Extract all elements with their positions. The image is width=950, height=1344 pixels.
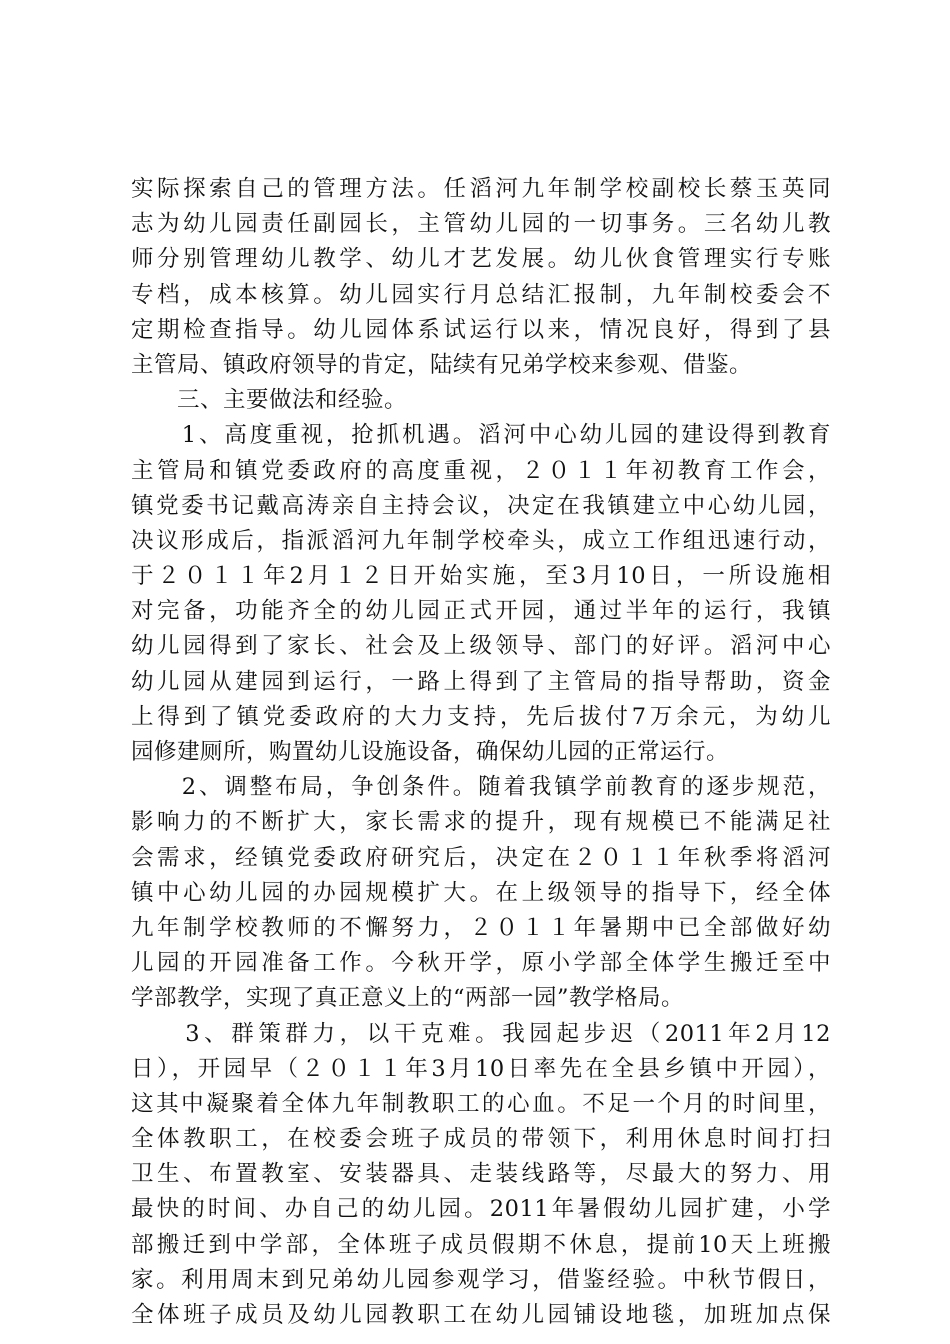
- text-line: 志为幼儿园责任副园长，主管幼儿园的一切事务。三名幼儿教: [131, 211, 831, 238]
- text-line: 影响力的不断扩大，家长需求的提升，现有规模已不能满足社: [131, 809, 831, 836]
- text-line: 最快的时间、办自己的幼儿园。2011年暑假幼儿园扩建，小学: [131, 1196, 831, 1223]
- text-line: 主管局和镇党委政府的高度重视，２０１１年初教育工作会，: [131, 457, 831, 484]
- text-line: 园修建厕所，购置幼儿设施设备，确保幼儿园的正常运行。: [131, 739, 730, 765]
- text-line: 师分别管理幼儿教学、幼儿才艺发展。幼儿伙食管理实行专账: [131, 246, 831, 273]
- text-line: 会需求，经镇党委政府研究后，决定在２０１１年秋季将滔河: [131, 844, 831, 871]
- text-line: 家。利用周末到兄弟幼儿园参观学习，借鉴经验。中秋节假日，: [131, 1266, 831, 1293]
- text-line: 于２０１１年2月１２日开始实施，至3月10日，一所设施相: [131, 563, 831, 590]
- text-line: 这其中凝聚着全体九年制教职工的心血。不足一个月的时间里，: [131, 1090, 831, 1117]
- text-line: 2、调整布局，争创条件。随着我镇学前教育的逐步规范，: [131, 774, 831, 801]
- section-heading: 三、主要做法和经验。: [131, 387, 408, 414]
- text-line: 主管局、镇政府领导的肯定，陆续有兄弟学校来参观、借鉴。: [131, 351, 753, 378]
- text-line: 学部教学，实现了真正意义上的“两部一园”教学格局。: [131, 985, 685, 1012]
- text-line: 卫生、布置教室、安装器具、走装线路等，尽最大的努力、用: [131, 1161, 831, 1188]
- text-line: 镇党委书记戴高涛亲自主持会议，决定在我镇建立中心幼儿园，: [131, 492, 831, 519]
- text-line: 1、高度重视，抢抓机遇。滔河中心幼儿园的建设得到教育: [131, 422, 831, 449]
- text-line: 日），开园早（２０１１年3月10日率先在全县乡镇中开园），: [131, 1055, 831, 1082]
- text-line: 部搬迁到中学部，全体班子成员假期不休息，提前10天上班搬: [131, 1231, 831, 1258]
- text-line: 定期检查指导。幼儿园体系试运行以来，情况良好，得到了县: [131, 316, 831, 343]
- text-line: 幼儿园从建园到运行，一路上得到了主管局的指导帮助，资金: [131, 668, 831, 695]
- text-line: 全体班子成员及幼儿园教职工在幼儿园铺设地毯，加班加点保: [131, 1302, 831, 1328]
- text-line: 全体教职工，在校委会班子成员的带领下，利用休息时间打扫: [131, 1126, 831, 1153]
- text-line: 对完备，功能齐全的幼儿园正式开园，通过半年的运行，我镇: [131, 598, 831, 625]
- text-line: 决议形成后，指派滔河九年制学校牵头，成立工作组迅速行动，: [131, 527, 831, 554]
- text-line: 儿园的开园准备工作。今秋开学，原小学部全体学生搬迁至中: [131, 950, 831, 977]
- text-line: 上得到了镇党委政府的大力支持，先后拔付7万余元，为幼儿: [131, 703, 831, 730]
- text-line: 专档，成本核算。幼儿园实行月总结汇报制，九年制校委会不: [131, 281, 831, 308]
- text-line: 九年制学校教师的不懈努力，２０１１年暑期中已全部做好幼: [131, 914, 831, 941]
- text-line: 实际探索自己的管理方法。任滔河九年制学校副校长蔡玉英同: [131, 176, 831, 202]
- document-body: [131, 172, 831, 1333]
- text-line: 镇中心幼儿园的办园规模扩大。在上级领导的指导下，经全体: [131, 879, 831, 906]
- text-line: 幼儿园得到了家长、社会及上级领导、部门的好评。滔河中心: [131, 633, 831, 660]
- text-line: 3、群策群力，以干克难。我园起步迟（2011年2月12: [131, 1020, 831, 1047]
